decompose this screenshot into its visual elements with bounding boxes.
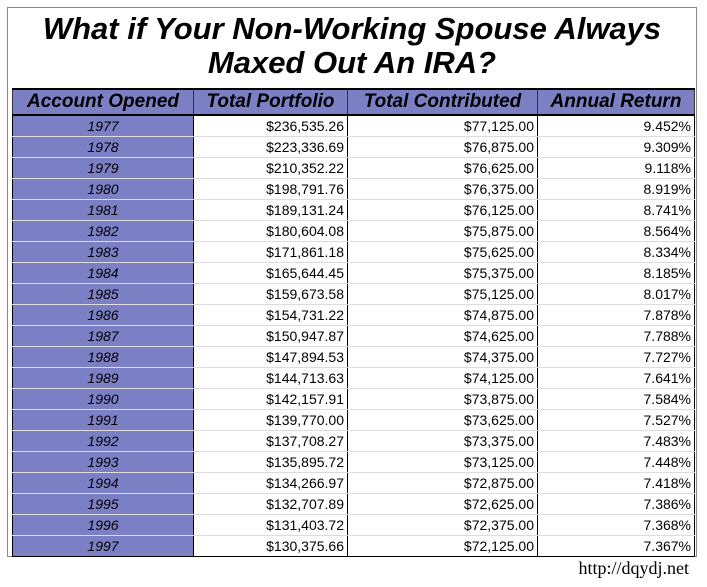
- total-portfolio-cell: $198,791.76: [194, 179, 348, 200]
- account-opened-cell: 1992: [13, 431, 194, 452]
- account-opened-cell: 1997: [13, 536, 194, 557]
- account-opened-cell: 1985: [13, 284, 194, 305]
- account-opened-cell: 1995: [13, 494, 194, 515]
- annual-return-cell: 7.418%: [538, 473, 695, 494]
- table-row: [13, 494, 695, 515]
- table-row: [13, 473, 695, 494]
- account-opened-cell: 1991: [13, 410, 194, 431]
- annual-return-cell: 7.448%: [538, 452, 695, 473]
- total-contributed-cell: $72,125.00: [348, 536, 538, 557]
- annual-return-cell: 7.386%: [538, 494, 695, 515]
- account-opened-cell: 1989: [13, 368, 194, 389]
- annual-return-cell: 9.118%: [538, 158, 695, 179]
- total-portfolio-cell: $150,947.87: [194, 326, 348, 347]
- annual-return-cell: 7.527%: [538, 410, 695, 431]
- table-row: [13, 452, 695, 473]
- data-table: [12, 88, 695, 557]
- annual-return-cell: 8.564%: [538, 221, 695, 242]
- title-line-1: What if Your Non-Working Spouse Always: [42, 11, 662, 46]
- total-portfolio-cell: $147,894.53: [194, 347, 348, 368]
- total-contributed-cell: $75,125.00: [348, 284, 538, 305]
- table-row: [13, 389, 695, 410]
- column-header-total-portfolio: Total Portfolio: [194, 89, 348, 115]
- total-portfolio-cell: $135,895.72: [194, 452, 348, 473]
- account-opened-cell: 1990: [13, 389, 194, 410]
- total-contributed-cell: $74,375.00: [348, 347, 538, 368]
- total-portfolio-cell: $154,731.22: [194, 305, 348, 326]
- annual-return-cell: 7.727%: [538, 347, 695, 368]
- account-opened-cell: 1979: [13, 158, 194, 179]
- annual-return-cell: 9.309%: [538, 137, 695, 158]
- total-contributed-cell: $74,125.00: [348, 368, 538, 389]
- total-contributed-cell: $76,625.00: [348, 158, 538, 179]
- total-contributed-cell: $73,375.00: [348, 431, 538, 452]
- table-row: [13, 431, 695, 452]
- table-row: [13, 536, 695, 557]
- total-portfolio-cell: $159,673.58: [194, 284, 348, 305]
- table-row: [13, 242, 695, 263]
- total-contributed-cell: $74,875.00: [348, 305, 538, 326]
- annual-return-cell: 9.452%: [538, 115, 695, 137]
- total-portfolio-cell: $139,770.00: [194, 410, 348, 431]
- table-body: [13, 115, 695, 557]
- total-contributed-cell: $72,625.00: [348, 494, 538, 515]
- total-contributed-cell: $75,375.00: [348, 263, 538, 284]
- total-contributed-cell: $73,625.00: [348, 410, 538, 431]
- chart-title: [7, 12, 697, 80]
- table-row: [13, 200, 695, 221]
- table-row: [13, 263, 695, 284]
- account-opened-cell: 1994: [13, 473, 194, 494]
- total-contributed-cell: $77,125.00: [348, 115, 538, 137]
- annual-return-cell: 7.367%: [538, 536, 695, 557]
- account-opened-cell: 1993: [13, 452, 194, 473]
- total-contributed-cell: $76,125.00: [348, 200, 538, 221]
- header-row: [13, 89, 695, 115]
- annual-return-cell: 7.788%: [538, 326, 695, 347]
- total-contributed-cell: $75,875.00: [348, 221, 538, 242]
- account-opened-cell: 1996: [13, 515, 194, 536]
- account-opened-cell: 1981: [13, 200, 194, 221]
- column-header-annual-return: Annual Return: [538, 89, 695, 115]
- total-portfolio-cell: $189,131.24: [194, 200, 348, 221]
- total-portfolio-cell: $142,157.91: [194, 389, 348, 410]
- total-contributed-cell: $76,875.00: [348, 137, 538, 158]
- annual-return-cell: 7.368%: [538, 515, 695, 536]
- account-opened-cell: 1977: [13, 115, 194, 137]
- account-opened-cell: 1982: [13, 221, 194, 242]
- table-row: [13, 158, 695, 179]
- total-portfolio-cell: $132,707.89: [194, 494, 348, 515]
- account-opened-cell: 1980: [13, 179, 194, 200]
- table-row: [13, 368, 695, 389]
- annual-return-cell: 8.185%: [538, 263, 695, 284]
- total-contributed-cell: $74,625.00: [348, 326, 538, 347]
- total-portfolio-cell: $236,535.26: [194, 115, 348, 137]
- total-portfolio-cell: $180,604.08: [194, 221, 348, 242]
- title-line-2: Maxed Out An IRA?: [207, 45, 497, 80]
- annual-return-cell: 7.878%: [538, 305, 695, 326]
- total-contributed-cell: $73,125.00: [348, 452, 538, 473]
- total-portfolio-cell: $210,352.22: [194, 158, 348, 179]
- total-portfolio-cell: $131,403.72: [194, 515, 348, 536]
- table-row: [13, 284, 695, 305]
- table-row: [13, 515, 695, 536]
- total-portfolio-cell: $223,336.69: [194, 137, 348, 158]
- table-row: [13, 179, 695, 200]
- total-contributed-cell: $75,625.00: [348, 242, 538, 263]
- annual-return-cell: 7.641%: [538, 368, 695, 389]
- account-opened-cell: 1988: [13, 347, 194, 368]
- annual-return-cell: 8.919%: [538, 179, 695, 200]
- total-contributed-cell: $72,375.00: [348, 515, 538, 536]
- account-opened-cell: 1986: [13, 305, 194, 326]
- table-row: [13, 305, 695, 326]
- total-portfolio-cell: $137,708.27: [194, 431, 348, 452]
- account-opened-cell: 1983: [13, 242, 194, 263]
- total-contributed-cell: $72,875.00: [348, 473, 538, 494]
- total-portfolio-cell: $130,375.66: [194, 536, 348, 557]
- table-row: [13, 137, 695, 158]
- total-portfolio-cell: $165,644.45: [194, 263, 348, 284]
- table-row: [13, 326, 695, 347]
- total-portfolio-cell: $171,861.18: [194, 242, 348, 263]
- column-header-total-contributed: Total Contributed: [348, 89, 538, 115]
- total-contributed-cell: $76,375.00: [348, 179, 538, 200]
- annual-return-cell: 8.741%: [538, 200, 695, 221]
- account-opened-cell: 1984: [13, 263, 194, 284]
- annual-return-cell: 7.483%: [538, 431, 695, 452]
- account-opened-cell: 1987: [13, 326, 194, 347]
- table-row: [13, 221, 695, 242]
- total-portfolio-cell: $144,713.63: [194, 368, 348, 389]
- total-portfolio-cell: $134,266.97: [194, 473, 348, 494]
- annual-return-cell: 7.584%: [538, 389, 695, 410]
- table-row: [13, 115, 695, 137]
- annual-return-cell: 8.334%: [538, 242, 695, 263]
- column-header-account-opened: Account Opened: [13, 89, 194, 115]
- source-url: http://dqydj.net: [578, 558, 689, 578]
- total-contributed-cell: $73,875.00: [348, 389, 538, 410]
- account-opened-cell: 1978: [13, 137, 194, 158]
- table-row: [13, 347, 695, 368]
- annual-return-cell: 8.017%: [538, 284, 695, 305]
- table-row: [13, 410, 695, 431]
